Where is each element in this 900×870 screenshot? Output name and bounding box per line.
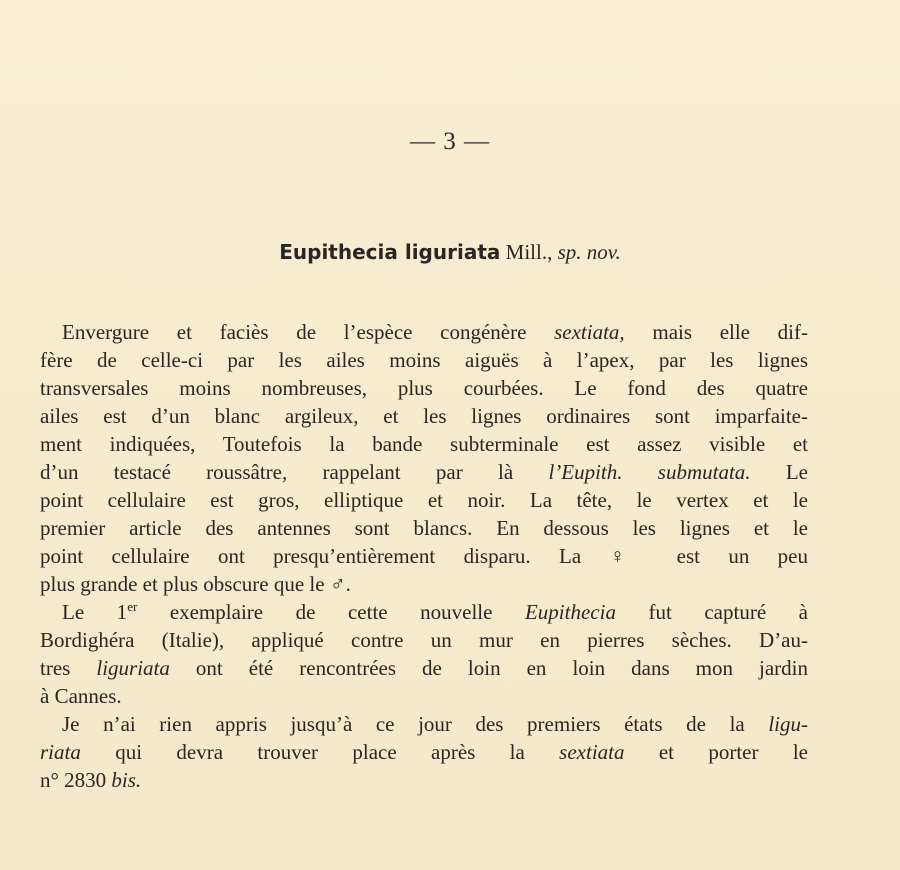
text-line: fère de celle-ci par les ailes moins aiguës à l’apex, par les lignes	[40, 348, 808, 372]
species-name: Eupithecia liguriata	[279, 240, 501, 264]
text-line: Je n’ai rien appris jusqu’à ce jour des premiers états de la ligu-	[62, 712, 808, 736]
text-line: Le 1er exemplaire de cette nouvelle Eupithecia fut capturé à	[62, 599, 808, 624]
text-line: premier article des antennes sont blancs. En dessous les lignes et le	[40, 516, 808, 540]
page-number: — 3 —	[410, 128, 490, 155]
text-line: à Cannes.	[40, 684, 122, 708]
text-line: ailes est d’un blanc argileux, et les lignes ordinaires sont imparfaite-	[40, 404, 808, 428]
text-line: point cellulaire est gros, elliptique et noir. La tête, le vertex et le	[40, 488, 808, 512]
text-line: ment indiquées, Toutefois la bande subterminale est assez visible et	[40, 432, 808, 456]
species-status: sp. nov.	[557, 240, 621, 264]
text-line: transversales moins nombreuses, plus courbées. Le fond des quatre	[40, 376, 808, 400]
text-line: Envergure et faciès de l’espèce congénère sextiata, mais elle dif-	[62, 320, 808, 344]
species-author: Mill.,	[505, 240, 553, 264]
text-line: d’un testacé roussâtre, rappelant par là l’Eupith. submutata. Le	[40, 460, 808, 484]
species-title	[0, 240, 900, 265]
text-line: tres liguriata ont été rencontrées de loin en loin dans mon jardin	[40, 656, 808, 680]
text-line: Bordighéra (Italie), appliqué contre un mur en pierres sèches. D’au-	[40, 628, 808, 652]
text-line: point cellulaire ont presqu’entièrement disparu. La ♀ est un peu	[40, 544, 808, 568]
text-line: plus grande et plus obscure que le ♂.	[40, 572, 351, 596]
text-line: riata qui devra trouver place après la sextiata et porter le	[40, 740, 809, 764]
text-line: n° 2830 bis.	[40, 768, 142, 792]
